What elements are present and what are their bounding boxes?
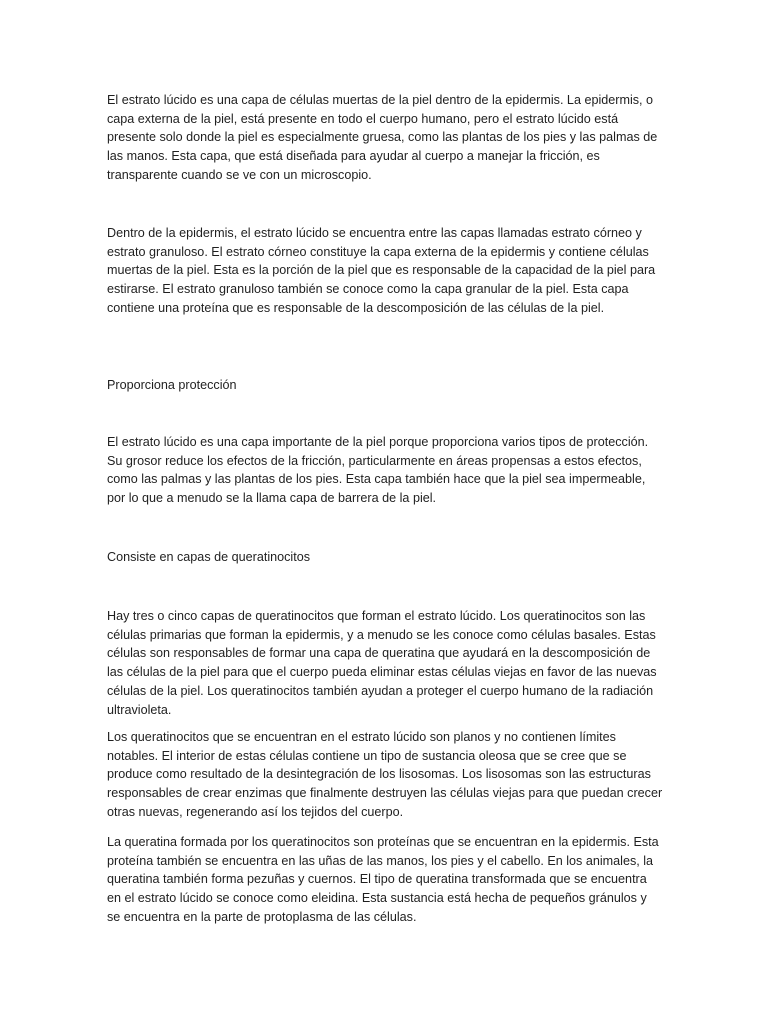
section-heading-protection: Proporciona protección	[107, 378, 237, 392]
paragraph-protection: El estrato lúcido es una capa importante de la piel porque proporciona varios tipos de protección. Su grosor reduce los efectos de la fricción, particularmente en áreas propensas a estos efectos, como las palmas y las plantas de los pies. Esta capa también hace que la piel sea impermeable, por lo que a menudo se la llama capa de barrera de la piel.	[107, 435, 649, 506]
paragraph-keratin: La queratina formada por los queratinocitos son proteínas que se encuentran en la epidermis. Esta proteína también se encuentra en las uñas de las manos, los pies y el cabello. En los animales, la queratina también forma pezuñas y cuernos. El tipo de queratina transformada que se encuentra en el estrato lúcido se conoce como eleidina. Esta sustancia está hecha de pequeños gránulos y se encuentra en la parte de protoplasma de las células.	[107, 835, 659, 924]
paragraph-keratinocytes: Hay tres o cinco capas de queratinocitos que forman el estrato lúcido. Los queratinocitos son las células primarias que forman la epidermis, y a menudo se les conoce como células basales. Estas células son responsables de formar una capa de queratina que ayudará en la descomposición de las células de la piel para que el cuerpo pueda eliminar estas células viejas en favor de las nuevas células de la piel. Los queratinocitos también ayudan a proteger el cuerpo humano de la radiación ultravioleta.	[107, 609, 657, 717]
paragraph-epidermis-layers: Dentro de la epidermis, el estrato lúcido se encuentra entre las capas llamadas estrato córneo y estrato granuloso. El estrato córneo constituye la capa externa de la epidermis y contiene células muertas de la piel. Esta es la porción de la piel que es responsable de la capacidad de la piel para estirarse. El estrato granuloso también se conoce como la capa granular de la piel. Esta capa contiene una proteína que es responsable de la descomposición de las células de la piel.	[107, 226, 656, 315]
paragraph-keratinocytes-structure: Los queratinocitos que se encuentran en el estrato lúcido son planos y no contienen límites notables. El interior de estas células contiene un tipo de sustancia oleosa que se cree que se produce como resultado de la desintegración de los lisosomas. Los lisosomas son las estructuras responsables de crear enzimas que finalmente destruyen las células viejas para que puedan crecer otras nuevas, regenerando así los tejidos del cuerpo.	[107, 730, 663, 819]
section-heading-keratinocytes: Consiste en capas de queratinocitos	[107, 550, 311, 564]
paragraph-intro: El estrato lúcido es una capa de células muertas de la piel dentro de la epidermis. La epidermis, o capa externa de la piel, está presente en todo el cuerpo humano, pero el estrato lúcido está presente solo donde la piel es especialmente gruesa, como las plantas de los pies y las palmas de las manos. Esta capa, que está diseñada para ayudar al cuerpo a manejar la fricción, es transparente cuando se ve con un microscopio.	[107, 93, 658, 182]
